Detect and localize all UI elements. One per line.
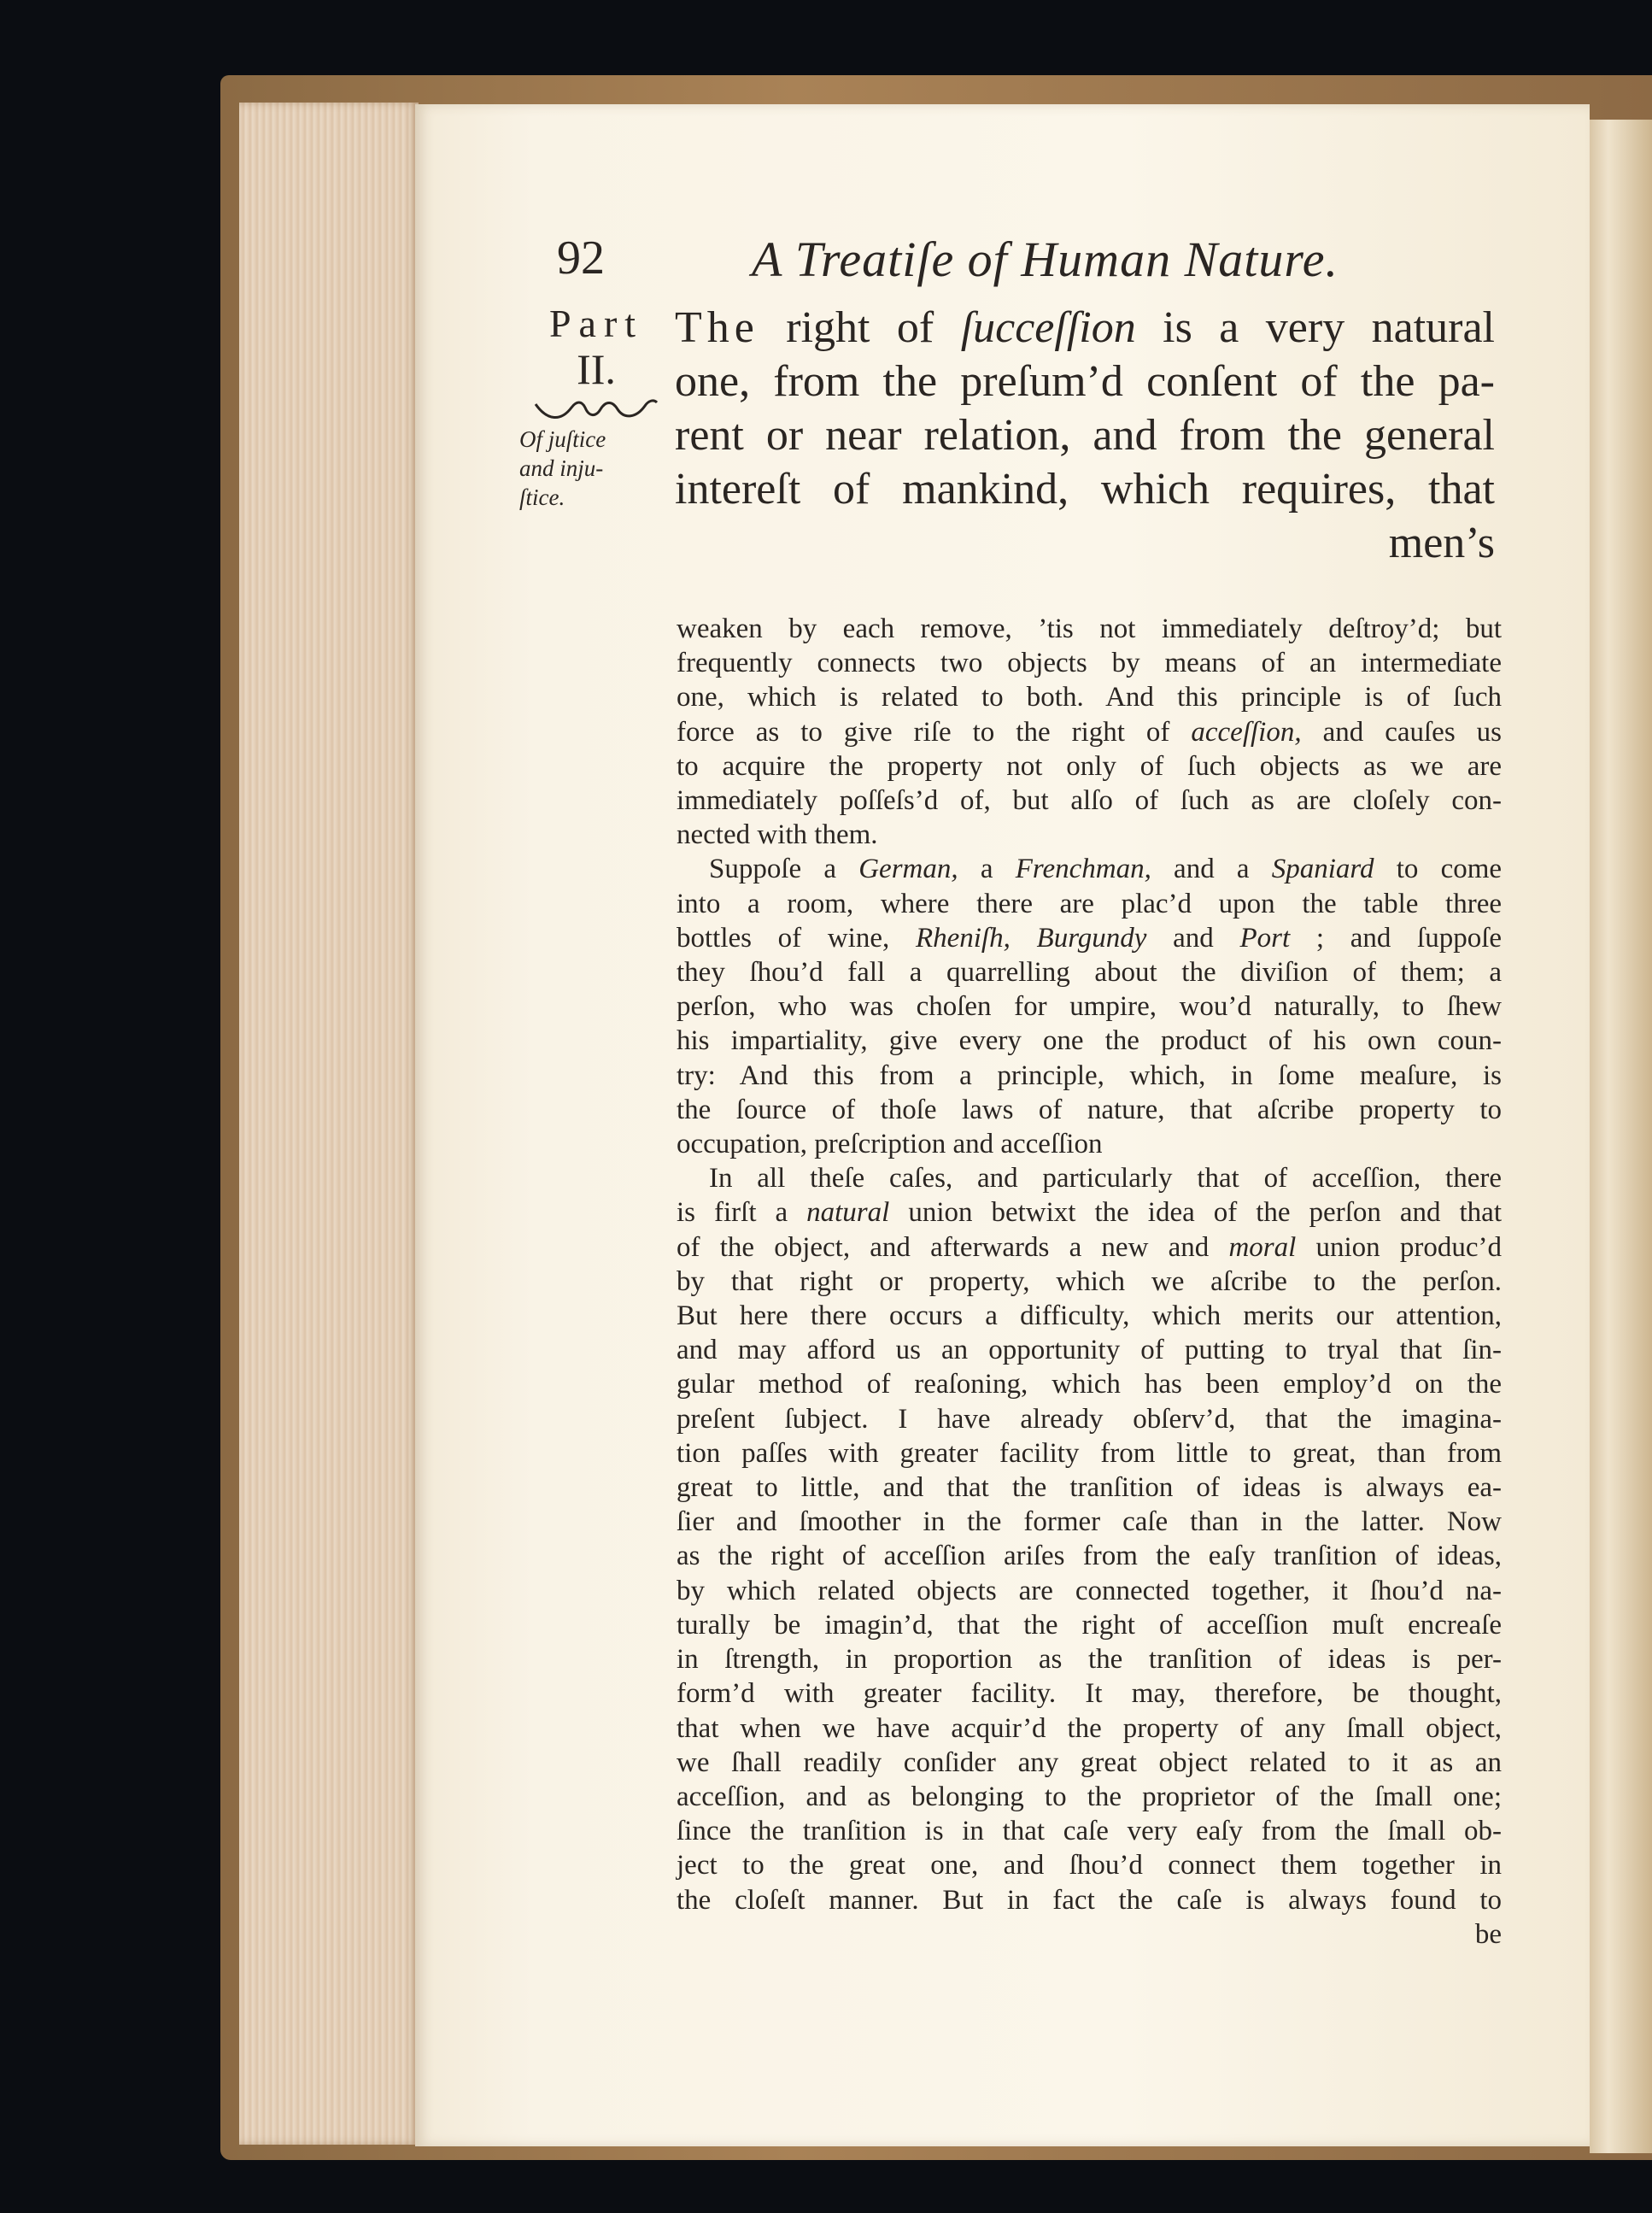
page-number: 92 xyxy=(557,232,605,285)
text-line: tion paſſes with greater facility from little to great, than from xyxy=(677,1437,1502,1469)
text-line: weaken by each remove, ’tis not immediately deſtroy’d; but xyxy=(677,613,1502,644)
text-line: one, which is related to both. And this principle is of ſuch xyxy=(677,682,1502,713)
text-line: one, from the preſum’d conſent of the pa- xyxy=(675,357,1495,406)
margin-topic-line: Of juſtice xyxy=(519,426,606,452)
text-line: frequently connects two objects by means of an intermediate xyxy=(677,648,1502,679)
text-line: by that right or property, which we aſcribe to the perſon. xyxy=(677,1265,1502,1297)
text-line: occupation, preſcription and acceſſion xyxy=(677,1129,1103,1160)
text-line: bottles of wine, Rheniſh, Burgundy and Port ; and ſuppoſe xyxy=(677,922,1503,954)
text-line: In all theſe caſes, and particularly that of acceſſion, there xyxy=(709,1163,1502,1195)
text-line: nected with them. xyxy=(677,819,878,851)
body-text xyxy=(677,612,1502,1952)
text-line: ſince the tranſition is in that caſe very eaſy from the ſmall ob- xyxy=(677,1816,1502,1847)
margin-topic-line: and inju- xyxy=(519,455,604,481)
part-label: Part xyxy=(548,302,644,345)
text-line: acceſſion, and as belonging to the proprietor of the ſmall one; xyxy=(677,1781,1502,1812)
text-line: But here there occurs a difficulty, which merits our attention, xyxy=(677,1300,1502,1332)
text-line: turally be imagin’d, that the right of acceſſion muſt encreaſe xyxy=(677,1609,1502,1641)
text-line: in ſtrength, in proportion as the tranſition of ideas is per- xyxy=(677,1644,1502,1676)
text-line: as the right of acceſſion ariſes from the eaſy tranſition of ideas, xyxy=(677,1541,1502,1572)
text-line: to acquire the property not only of ſuch objects as we are xyxy=(677,750,1502,782)
text-line: force as to give riſe to the right of acceſſion, and cauſes us xyxy=(677,716,1502,748)
text-line: immediately poſſeſs’d of, but alſo of ſuch as are cloſely con- xyxy=(677,785,1502,817)
part-number: II. xyxy=(577,345,616,393)
text-line: The right of ſucceſſion is a very natural xyxy=(675,303,1495,352)
opening-paragraph xyxy=(675,301,1495,570)
text-line: ject to the great one, and ſhou’d connect them together in xyxy=(677,1850,1502,1881)
text-line: ſier and ſmoother in the former caſe than in the latter. Now xyxy=(677,1506,1502,1538)
text-line: and may afford us an opportunity of putting to tryal that ſin- xyxy=(677,1335,1502,1366)
page-edges xyxy=(239,103,419,2145)
text-line: Suppoſe a German, a Frenchman, and a Spaniard to come xyxy=(709,854,1503,885)
text-line: by which related objects are connected together, it ſhou’d na- xyxy=(677,1575,1502,1606)
margin-topic-line: ſtice. xyxy=(519,484,565,510)
text-line: perſon, who was choſen for umpire, wou’d naturally, to ſhew xyxy=(677,991,1502,1023)
text-line: they ſhou’d fall a quarrelling about the diviſion of them; a xyxy=(677,957,1502,989)
text-line: rent or near relation, and from the general xyxy=(675,411,1495,460)
running-head xyxy=(0,231,1652,299)
ornament-flourish-icon xyxy=(532,396,660,425)
running-title: A Treatiſe of Human Nature. xyxy=(752,232,1339,287)
text-line: into a room, where there are plac’d upon the table three xyxy=(677,888,1502,919)
text-line: the cloſeſt manner. But in fact the caſe is always found to xyxy=(677,1884,1502,1916)
catchword: men’s xyxy=(1388,519,1495,567)
text-line: of the object, and afterwards a new and moral union produc’d xyxy=(677,1231,1503,1263)
text-line: great to little, and that the tranſition of ideas is always ea- xyxy=(677,1472,1502,1504)
facing-page-edge xyxy=(1590,120,1652,2153)
text-line: form’d with greater facility. It may, therefore, be thought, xyxy=(677,1678,1502,1710)
text-line: intereſt of mankind, which requires, that xyxy=(675,465,1495,514)
text-line: his impartiality, give every one the product of his own coun- xyxy=(677,1025,1502,1057)
text-line: the ſource of thoſe laws of nature, that aſcribe property to xyxy=(677,1094,1502,1125)
margin-note xyxy=(519,301,673,512)
text-line: we ſhall readily conſider any great object related to it as an xyxy=(677,1746,1502,1778)
text-line: that when we have acquir’d the property of any ſmall object, xyxy=(677,1712,1502,1744)
text-line: preſent ſubject. I have already obſerv’d, that the imagina- xyxy=(677,1403,1502,1435)
text-line: gular method of reaſoning, which has been employ’d on the xyxy=(677,1369,1502,1400)
text-line: try: And this from a principle, which, in ſome meaſure, is xyxy=(677,1060,1502,1091)
catchword: be xyxy=(1474,1918,1502,1950)
text-line: is firſt a natural union betwixt the idea of the perſon and that xyxy=(677,1197,1502,1229)
